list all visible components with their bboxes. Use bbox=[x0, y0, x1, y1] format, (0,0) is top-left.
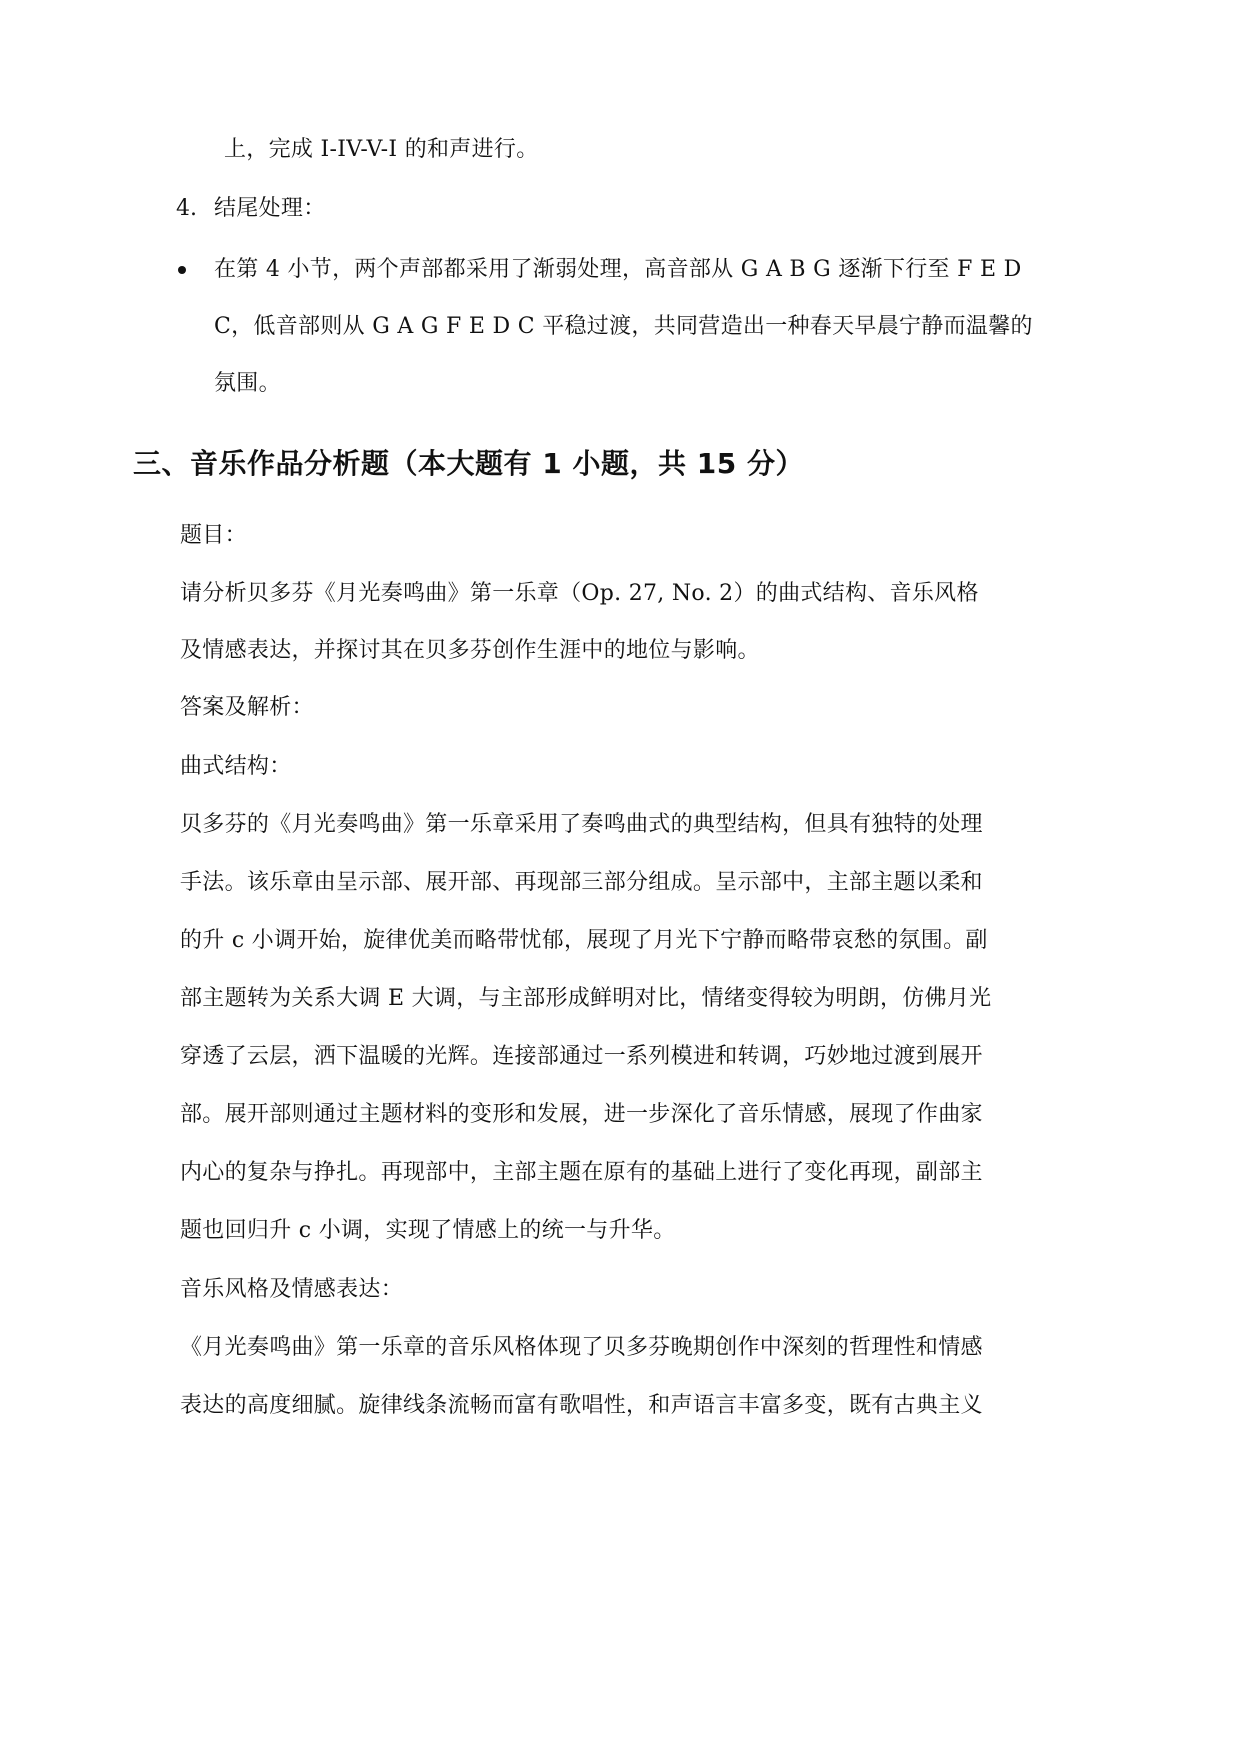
paragraph-line: 部。展开部则通过主题材料的变形和发展，进一步深化了音乐情感，展现了作曲家 bbox=[180, 1102, 983, 1127]
item-4-label: 结尾处理： bbox=[214, 196, 326, 221]
paragraph-line: 《月光奏鸣曲》第一乐章的音乐风格体现了贝多芬晚期创作中深刻的哲理性和情感 bbox=[180, 1335, 983, 1360]
form-label: 曲式结构： bbox=[180, 754, 292, 779]
paragraph-line: 内心的复杂与挣扎。再现部中，主部主题在原有的基础上进行了变化再现，副部主 bbox=[180, 1160, 983, 1185]
bullet-text-line: 在第 4 小节，两个声部都采用了渐弱处理，高音部从 G A B G 逐渐下行至 F E D bbox=[214, 257, 1022, 282]
paragraph-line: 题也回归升 c 小调，实现了情感上的统一与升华。 bbox=[180, 1218, 676, 1243]
question-text-line: 及情感表达，并探讨其在贝多芬创作生涯中的地位与影响。 bbox=[180, 638, 760, 663]
question-label: 题目： bbox=[180, 523, 247, 548]
style-label: 音乐风格及情感表达： bbox=[180, 1277, 404, 1302]
paragraph-line: 表达的高度细腻。旋律线条流畅而富有歌唱性，和声语言丰富多变，既有古典主义 bbox=[180, 1393, 983, 1418]
bullet-icon bbox=[178, 266, 186, 274]
question-text-line: 请分析贝多芬《月光奏鸣曲》第一乐章（Op. 27, No. 2）的曲式结构、音乐风格 bbox=[180, 581, 979, 606]
paragraph-line: 手法。该乐章由呈示部、展开部、再现部三部分组成。呈示部中，主部主题以柔和 bbox=[180, 870, 983, 895]
paragraph-line: 部主题转为关系大调 E 大调，与主部形成鲜明对比，情绪变得较为明朗，仿佛月光 bbox=[180, 986, 992, 1011]
answer-label: 答案及解析： bbox=[180, 695, 314, 720]
paragraph-line: 穿透了云层，洒下温暖的光辉。连接部通过一系列模进和转调，巧妙地过渡到展开 bbox=[180, 1044, 983, 1069]
paragraph-line: 贝多芬的《月光奏鸣曲》第一乐章采用了奏鸣曲式的典型结构，但具有独特的处理 bbox=[180, 812, 983, 837]
continuation-line: 上，完成 I-IV-V-I 的和声进行。 bbox=[224, 137, 539, 162]
item-4-number: 4. bbox=[176, 196, 197, 221]
bullet-text-line: 氛围。 bbox=[214, 371, 281, 396]
section-heading: 三、音乐作品分析题（本大题有 1 小题，共 15 分） bbox=[133, 447, 804, 480]
bullet-text-line: C，低音部则从 G A G F E D C 平稳过渡，共同营造出一种春天早晨宁静而温馨的 bbox=[214, 314, 1033, 339]
paragraph-line: 的升 c 小调开始，旋律优美而略带忧郁，展现了月光下宁静而略带哀愁的氛围。副 bbox=[180, 928, 988, 953]
